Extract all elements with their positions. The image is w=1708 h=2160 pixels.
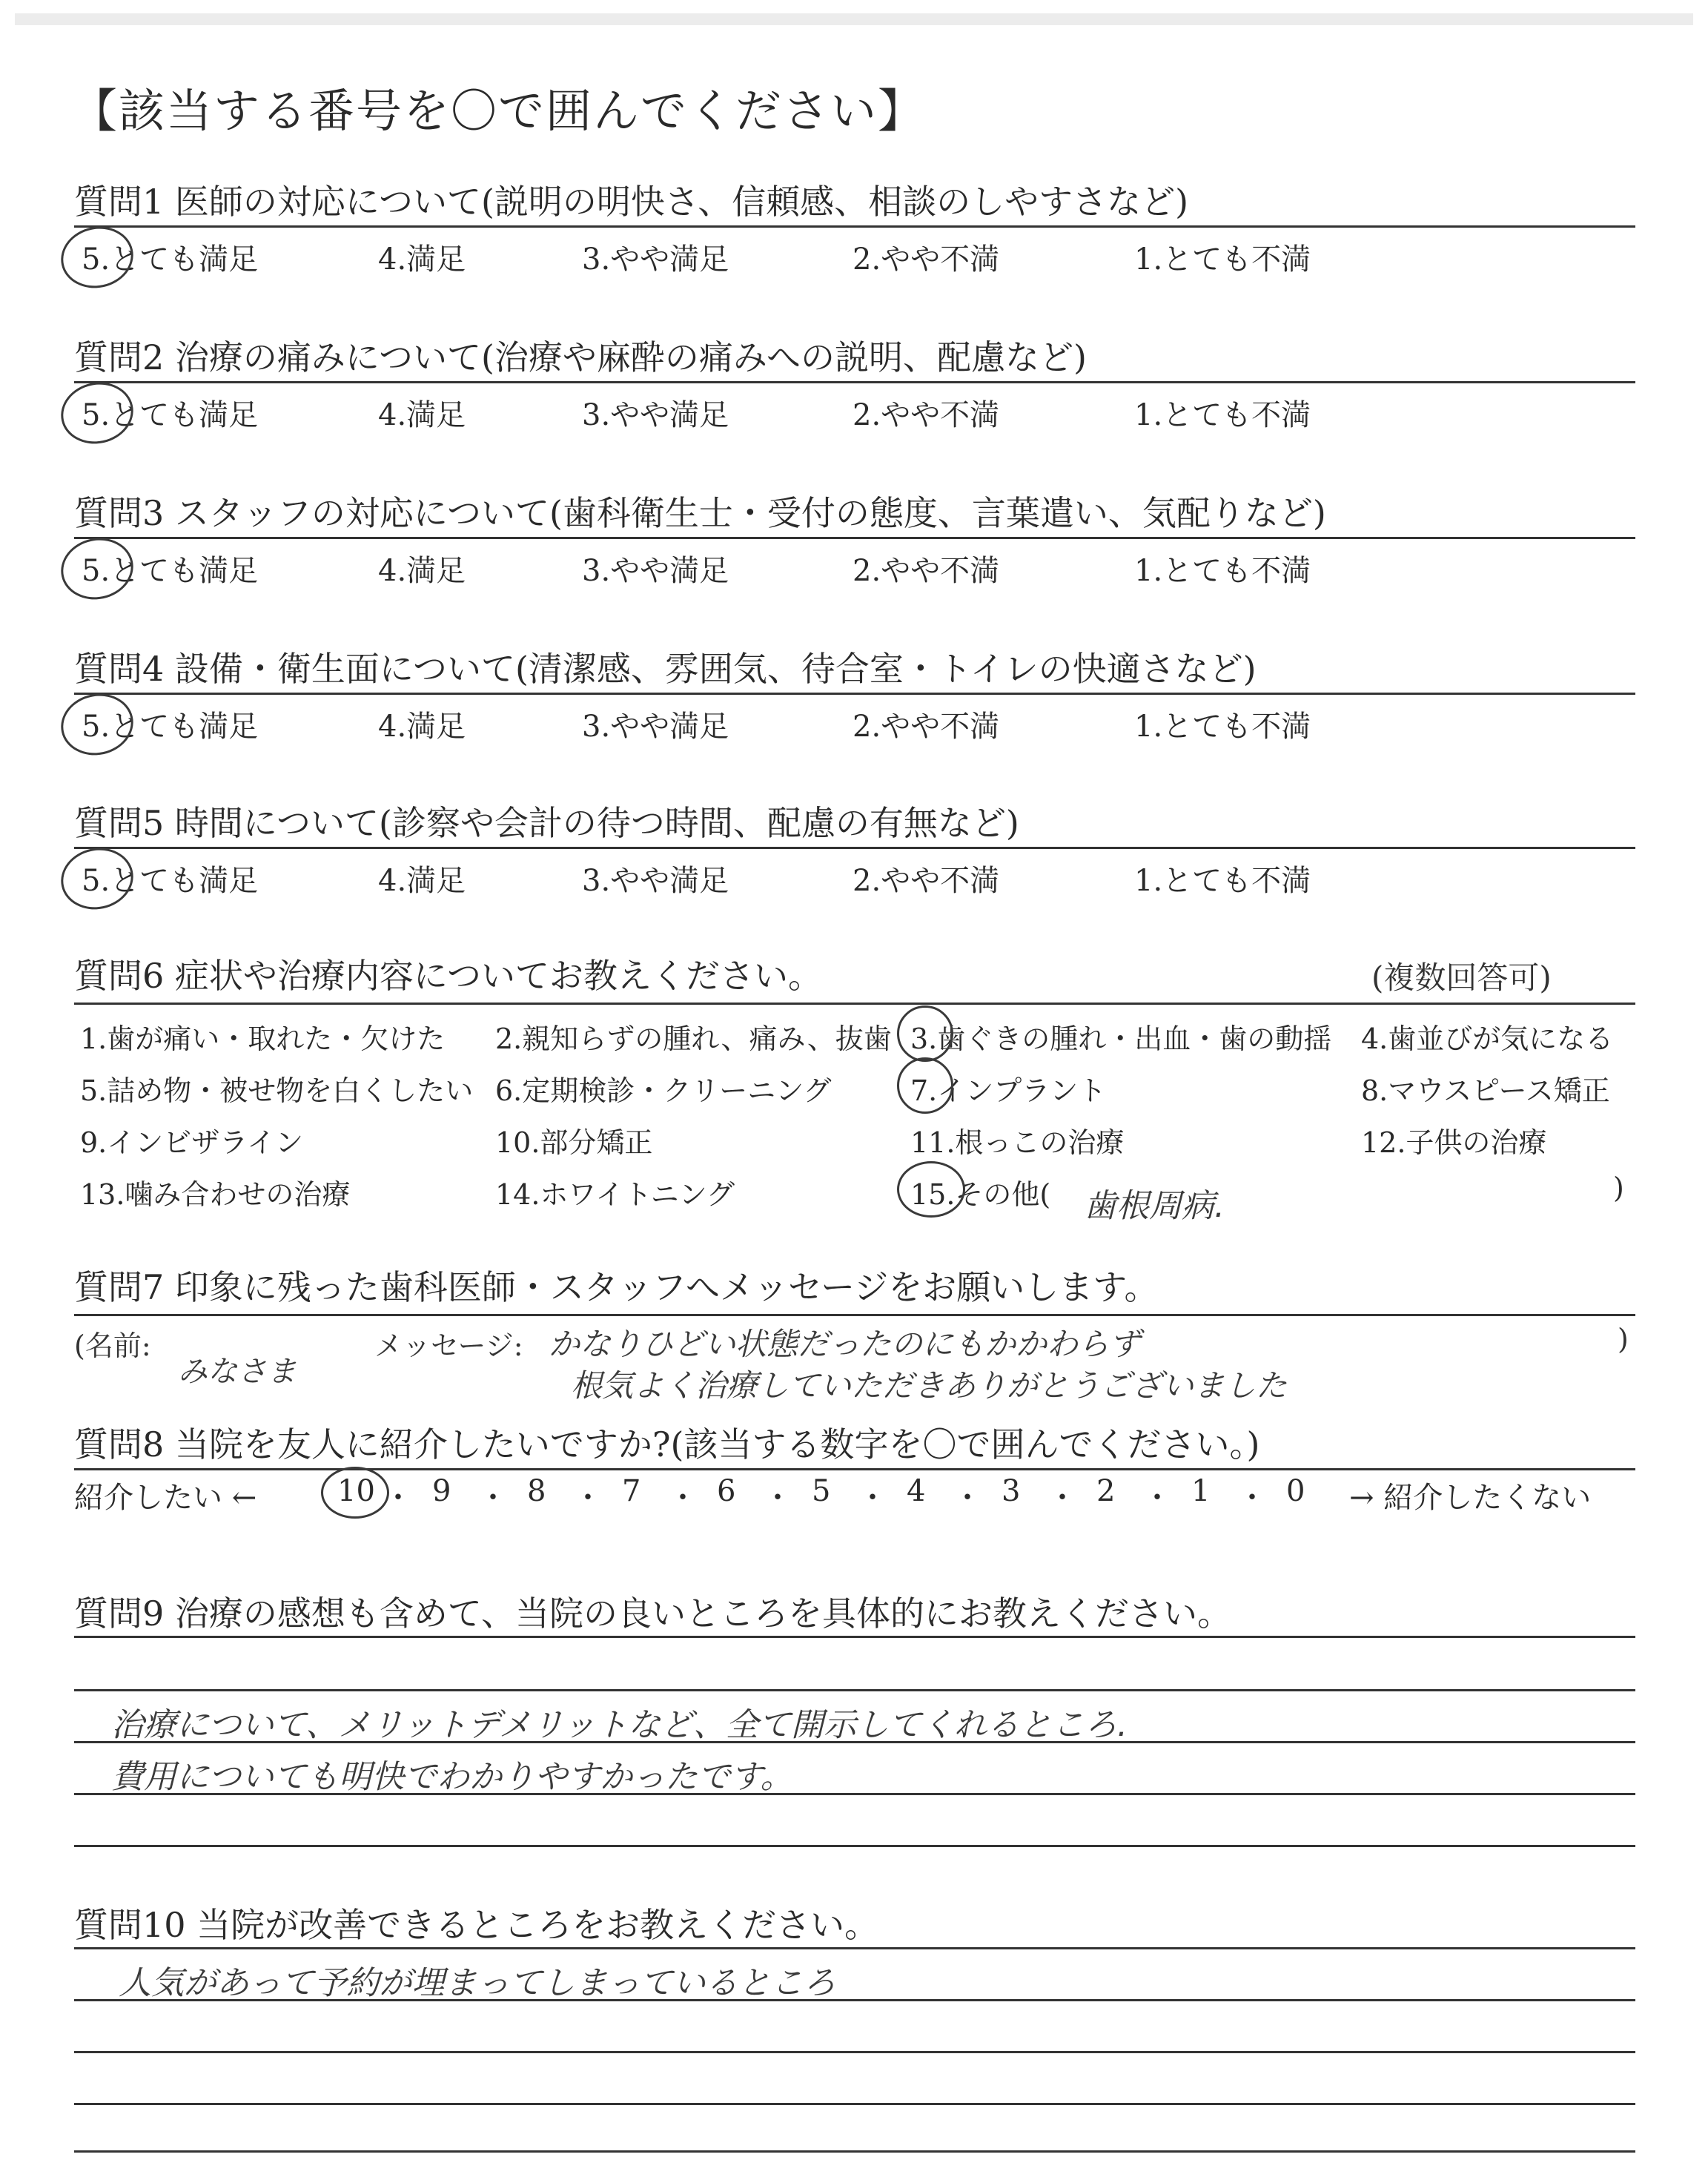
q8-separator-dot: ・ — [668, 1481, 698, 1515]
q9-label: 質問9 治療の感想も含めて、当院の良いところを具体的にお教えください。 — [74, 1593, 1231, 1634]
q6-choice-11[interactable]: 11.根っこの治療 — [910, 1126, 1125, 1159]
q8-number-0[interactable]: 0 — [1286, 1474, 1305, 1508]
q1-option-1[interactable]: 1.とても不満 — [1134, 242, 1311, 277]
q7-rule — [74, 1314, 1635, 1316]
q8-label: 質問8 当院を友人に紹介したいですか?(該当する数字を〇で囲んでください。) — [74, 1424, 1260, 1464]
q4-selection-circle — [56, 687, 139, 762]
q6-choice-7[interactable]: 7.インプラント — [910, 1074, 1107, 1107]
q2-option-4[interactable]: 4.満足 — [378, 398, 466, 432]
q8-separator-dot: ・ — [763, 1481, 792, 1515]
q8-number-3[interactable]: 3 — [1002, 1474, 1021, 1508]
q6-choice-14[interactable]: 14.ホワイトニング — [495, 1178, 735, 1211]
q2-rule — [74, 381, 1635, 383]
q3-label: 質問3 スタッフの対応について(歯科衛生士・受付の態度、言葉遣い、気配りなど) — [74, 493, 1326, 533]
q5-selection-circle — [56, 842, 139, 916]
q8-separator-dot: ・ — [1237, 1481, 1267, 1515]
q5-option-2[interactable]: 2.やや不満 — [853, 864, 1000, 898]
q8-separator-dot: ・ — [478, 1481, 508, 1515]
scan-top-edge — [15, 13, 1693, 25]
q2-label: 質問2 治療の痛みについて(治療や麻酔の痛みへの説明、配慮など) — [74, 337, 1087, 377]
q4-option-4[interactable]: 4.満足 — [378, 710, 466, 744]
q6-selection-circle-3 — [897, 1005, 953, 1062]
q8-number-7[interactable]: 7 — [622, 1474, 641, 1508]
q8-separator-dot: ・ — [953, 1481, 982, 1515]
q7-message-label: メッセージ: — [374, 1330, 523, 1362]
q1-option-2[interactable]: 2.やや不満 — [853, 242, 1000, 277]
q5-label: 質問5 時間について(診察や会計の待つ時間、配慮の有無など) — [74, 803, 1019, 843]
q5-option-5[interactable]: 5.とても満足 — [82, 864, 259, 898]
q3-selection-circle — [56, 532, 139, 607]
q10-label: 質問10 当院が改善できるところをお教えください。 — [74, 1905, 879, 1945]
q1-option-4[interactable]: 4.満足 — [378, 242, 466, 277]
q8-separator-dot: ・ — [573, 1481, 603, 1515]
q7-message-line1: かなりひどい状態だったのにもかかわらず — [549, 1326, 1141, 1362]
q1-selection-circle — [56, 220, 139, 295]
q2-option-5[interactable]: 5.とても満足 — [82, 398, 259, 432]
q8-number-6[interactable]: 6 — [717, 1474, 736, 1508]
q2-option-3[interactable]: 3.やや満足 — [582, 398, 729, 432]
page-title: 【該当する番号を〇で囲んでください】 — [71, 84, 926, 138]
q7-name-value: みなさま — [178, 1355, 297, 1389]
q8-number-4[interactable]: 4 — [907, 1474, 926, 1508]
q5-rule — [74, 847, 1635, 849]
q6-choice-5[interactable]: 5.詰め物・被せ物を白くしたい — [80, 1074, 474, 1107]
q8-scale — [74, 1474, 1635, 1519]
q6-choice-9[interactable]: 9.インビザライン — [80, 1126, 304, 1159]
q8-selection-circle — [321, 1467, 389, 1519]
q5-option-4[interactable]: 4.満足 — [378, 864, 466, 898]
q8-number-9[interactable]: 9 — [432, 1474, 451, 1508]
q8-separator-dot: ・ — [1142, 1481, 1172, 1515]
q5-option-1[interactable]: 1.とても不満 — [1134, 864, 1311, 898]
q6-selection-circle-15 — [897, 1161, 965, 1218]
q2-selection-circle — [56, 376, 139, 451]
q8-left-label: 紹介したい ← — [74, 1481, 257, 1515]
q6-other-close-paren: ) — [1613, 1172, 1624, 1204]
q6-choice-13[interactable]: 13.噛み合わせの治療 — [80, 1178, 351, 1211]
q6-choice-12[interactable]: 12.子供の治療 — [1361, 1126, 1547, 1159]
q7-message-line2: 根気よく治療していただきありがとうございました — [571, 1367, 1288, 1404]
q3-option-4[interactable]: 4.満足 — [378, 554, 466, 588]
q10-rule-5 — [74, 2150, 1635, 2153]
q6-choice-10[interactable]: 10.部分矯正 — [495, 1126, 653, 1159]
q6-selection-circle-7 — [897, 1057, 953, 1114]
q7-close-paren: ) — [1618, 1323, 1629, 1355]
q6-choice-1[interactable]: 1.歯が痛い・取れた・欠けた — [80, 1023, 446, 1055]
q8-number-5[interactable]: 5 — [812, 1474, 831, 1508]
q3-option-5[interactable]: 5.とても満足 — [82, 554, 259, 588]
q4-option-3[interactable]: 3.やや満足 — [582, 710, 729, 744]
q6-choice-15[interactable]: 15.その他( — [910, 1178, 1051, 1211]
q2-option-2[interactable]: 2.やや不満 — [853, 398, 1000, 432]
q1-option-5[interactable]: 5.とても満足 — [82, 242, 259, 277]
q6-choice-8[interactable]: 8.マウスピース矯正 — [1361, 1074, 1610, 1107]
q9-rule-5 — [74, 1845, 1635, 1847]
q10-rule-1 — [74, 1947, 1635, 1949]
q8-right-label: → 紹介したくない — [1349, 1481, 1592, 1515]
q10-rule-3 — [74, 2051, 1635, 2053]
q4-rule — [74, 693, 1635, 695]
q8-number-2[interactable]: 2 — [1096, 1474, 1116, 1508]
q6-multi-note: (複数回答可) — [1371, 960, 1552, 996]
q3-option-1[interactable]: 1.とても不満 — [1134, 554, 1311, 588]
q8-rule — [74, 1468, 1635, 1470]
q9-rule-1 — [74, 1636, 1635, 1638]
q6-choice-4[interactable]: 4.歯並びが気になる — [1361, 1023, 1614, 1055]
q1-rule — [74, 225, 1635, 228]
q8-separator-dot: ・ — [1047, 1481, 1077, 1515]
q6-rule — [74, 1003, 1635, 1005]
q3-option-3[interactable]: 3.やや満足 — [582, 554, 729, 588]
q8-number-1[interactable]: 1 — [1191, 1474, 1211, 1508]
q4-option-1[interactable]: 1.とても不満 — [1134, 710, 1311, 744]
q6-label: 質問6 症状や治療内容についてお教えください。 — [74, 956, 822, 996]
q4-label: 質問4 設備・衛生面について(清潔感、雰囲気、待合室・トイレの快適さなど) — [74, 649, 1257, 689]
q6-choice-2[interactable]: 2.親知らずの腫れ、痛み、抜歯 — [495, 1023, 892, 1055]
q7-name-label: (名前: — [74, 1330, 151, 1362]
q5-option-3[interactable]: 3.やや満足 — [582, 864, 729, 898]
q6-other-answer: 歯根周病. — [1084, 1187, 1225, 1225]
q6-choice-3[interactable]: 3.歯ぐきの腫れ・出血・歯の動揺 — [910, 1023, 1332, 1055]
q1-option-3[interactable]: 3.やや満足 — [582, 242, 729, 277]
q9-rule-2 — [74, 1689, 1635, 1691]
q1-label: 質問1 医師の対応について(説明の明快さ、信頼感、相談のしやすさなど) — [74, 182, 1189, 222]
q8-separator-dot: ・ — [858, 1481, 887, 1515]
q8-separator-dot: ・ — [383, 1481, 413, 1515]
q9-answer-line2: 費用についても明快でわかりやすかったです。 — [111, 1758, 793, 1796]
q10-answer-line1: 人気があって予約が埋まってしまっているところ — [119, 1964, 836, 2002]
q2-option-1[interactable]: 1.とても不満 — [1134, 398, 1311, 432]
q8-number-10[interactable]: 10 — [337, 1474, 375, 1508]
q4-option-5[interactable]: 5.とても満足 — [82, 710, 259, 744]
q3-rule — [74, 537, 1635, 539]
q7-label: 質問7 印象に残った歯科医師・スタッフへメッセージをお願いします。 — [74, 1267, 1159, 1307]
q10-rule-4 — [74, 2103, 1635, 2105]
q9-answer-line1: 治療について、メリットデメリットなど、全て開示してくれるところ. — [111, 1706, 1128, 1744]
q3-option-2[interactable]: 2.やや不満 — [853, 554, 1000, 588]
q6-choice-6[interactable]: 6.定期検診・クリーニング — [495, 1074, 832, 1107]
q4-option-2[interactable]: 2.やや不満 — [853, 710, 1000, 744]
q8-number-8[interactable]: 8 — [527, 1474, 546, 1508]
